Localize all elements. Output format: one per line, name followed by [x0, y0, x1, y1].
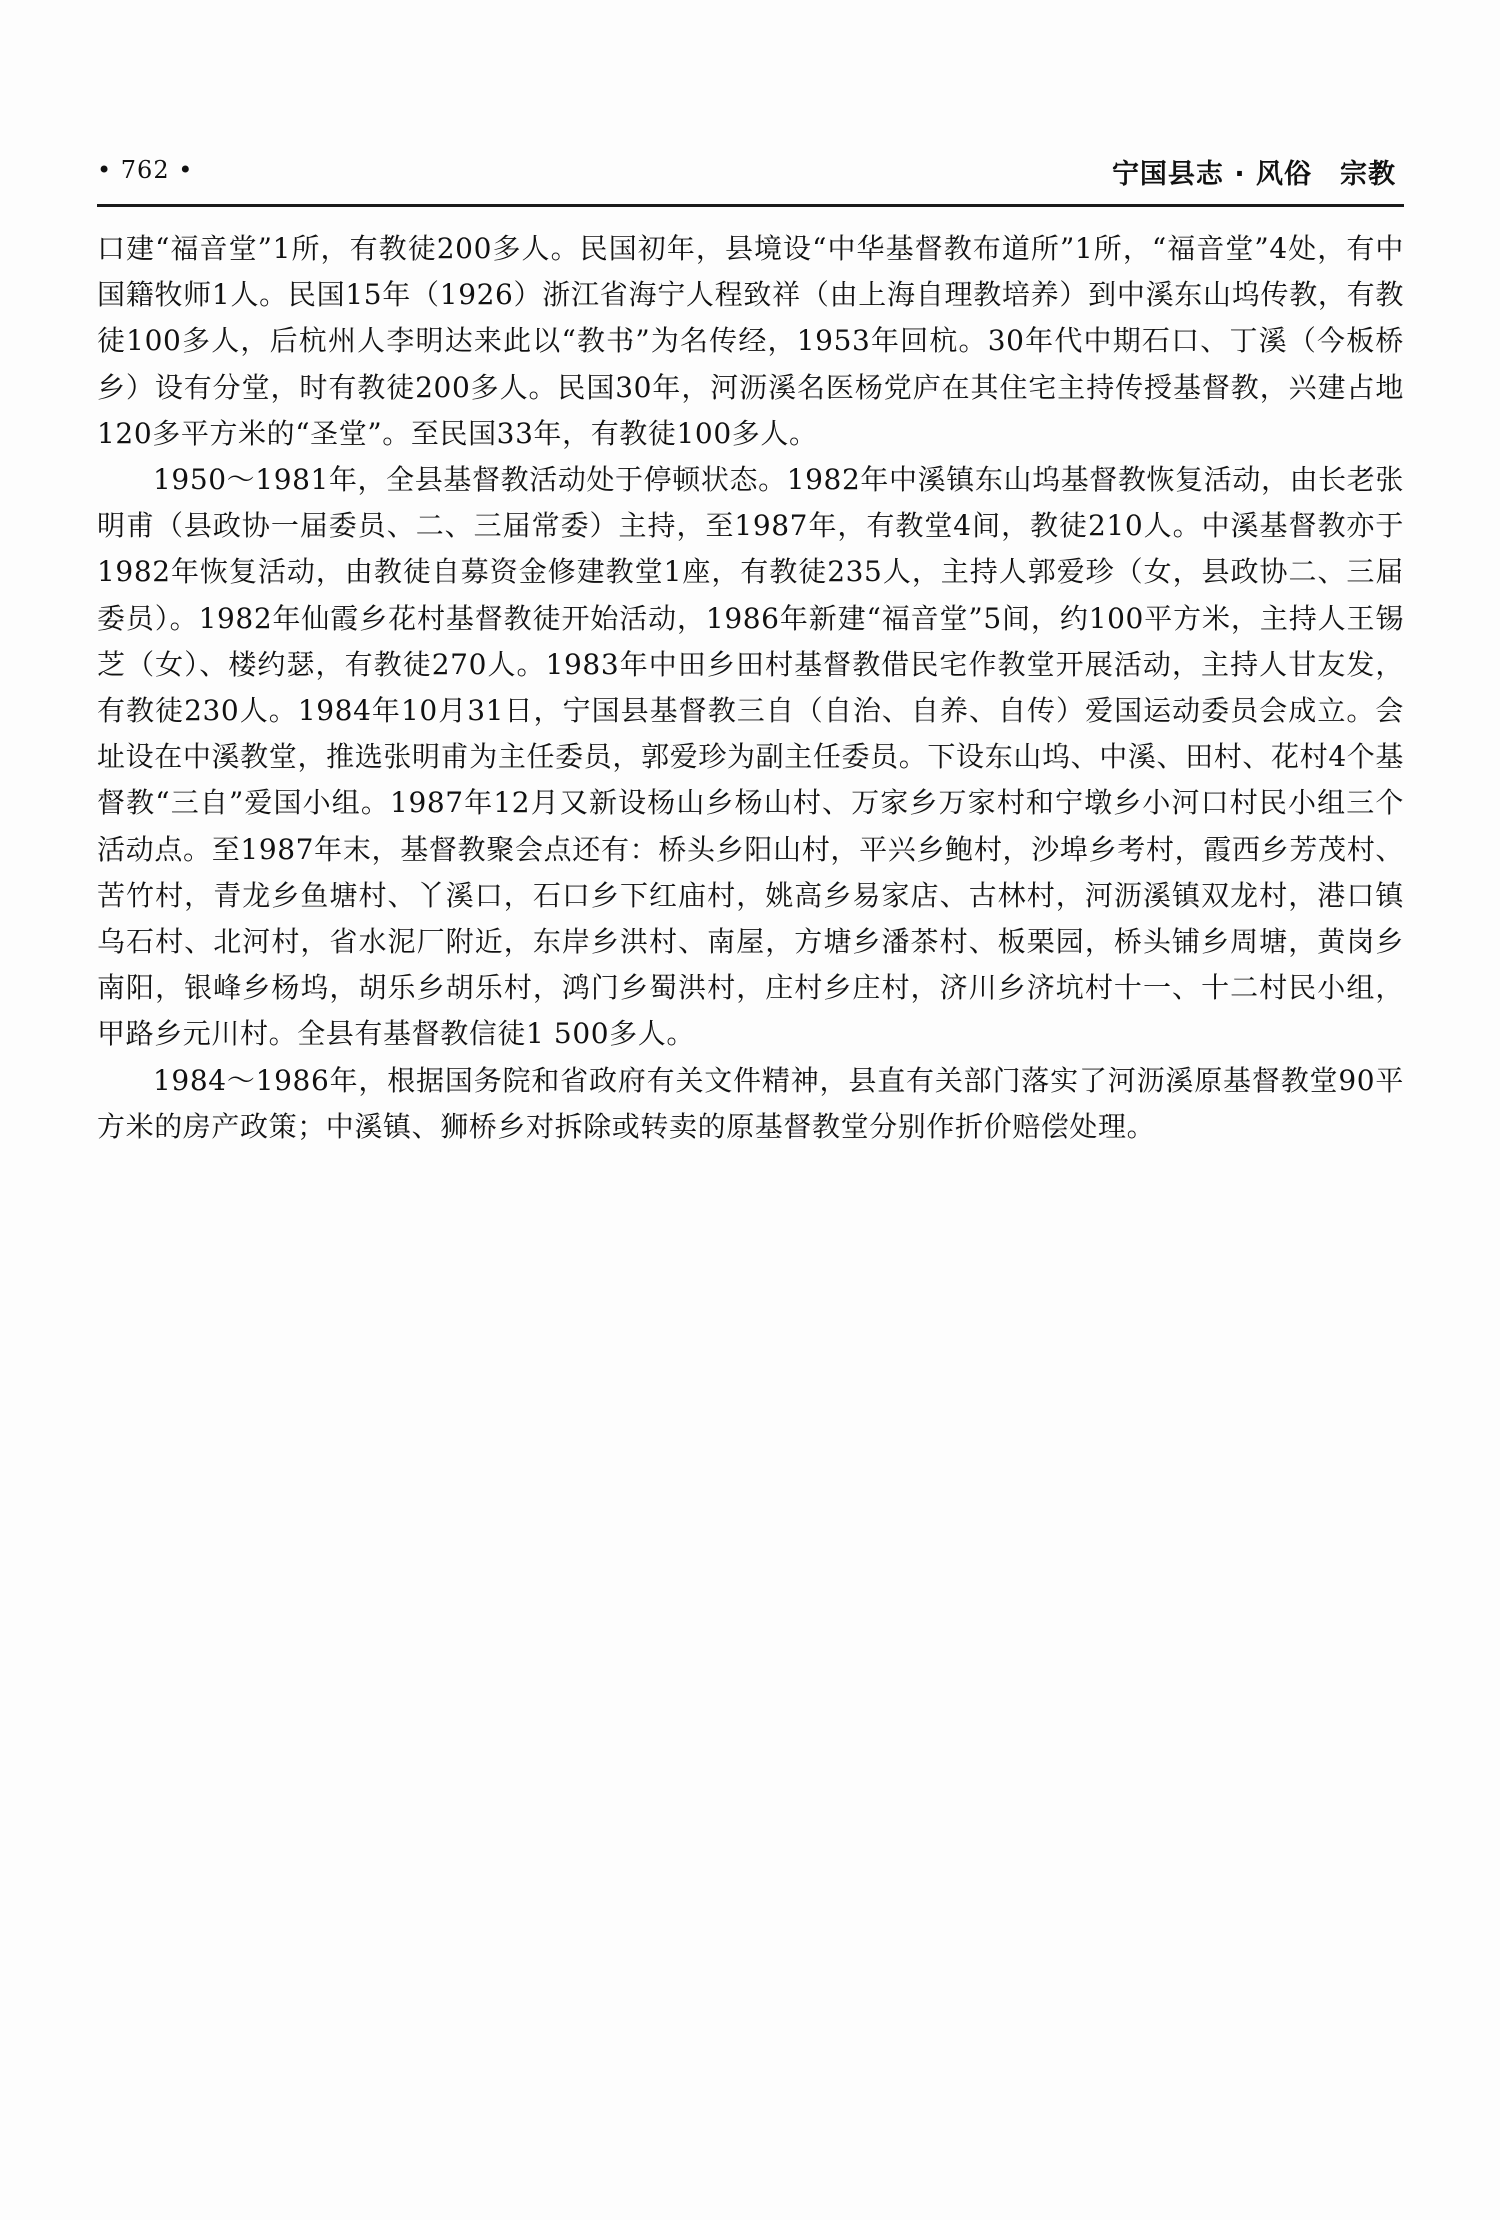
body-text	[97, 226, 1404, 1150]
paragraph-1984-1986: 1984～1986年，根据国务院和省政府有关文件精神，县直有关部门落实了河沥溪原基督教堂90平方米的房产政策；中溪镇、狮桥乡对拆除或转卖的原基督教堂分别作折价赔偿处理。	[97, 1063, 1404, 1143]
page-header	[97, 152, 1404, 207]
running-title: 宁国县志 · 风俗 宗教	[1111, 159, 1396, 190]
paragraph-1950-1987: 1950～1981年，全县基督教活动处于停顿状态。1982年中溪镇东山坞基督教恢复活动，由长老张明甫（县政协一届委员、二、三届常委）主持，至1987年，有教堂4间，教徒210人。中溪基督教亦于1982年恢复活动，由教徒自募资金修建教堂1座，有教徒235人，主持人郭爱珍（女，县政协二、三届委员）。1982年仙霞乡花村基督教徒开始活动，1986年新建“福音堂”5间，约100平方米，主持人王锡芝（女）、楼约瑟，有教徒270人。1983年中田乡田村基督教借民宅作教堂开展活动，主持人甘友发，有教徒230人。1984年10月31日，宁国县基督教三自（自治、自养、自传）爱国运动委员会成立。会址设在中溪教堂，推选张明甫为主任委员，郭爱珍为副主任委员。下设东山坞、中溪、田村、花村4个基督教“三自”爱国小组。1987年12月又新设杨山乡杨山村、万家乡万家村和宁墩乡小河口村民小组三个活动点。至1987年末，基督教聚会点还有：桥头乡阳山村，平兴乡鲍村，沙埠乡考村，霞西乡芳茂村、苦竹村，青龙乡鱼塘村、丫溪口，石口乡下红庙村，姚高乡易家店、古林村，河沥溪镇双龙村，港口镇乌石村、北河村，省水泥厂附近，东岸乡洪村、南屋，方塘乡潘茶村、板栗园，桥头铺乡周塘，黄岗乡南阳，银峰乡杨坞，胡乐乡胡乐村，鸿门乡蜀洪村，庄村乡庄村，济川乡济坑村十一、十二村民小组，甲路乡元川村。全县有基督教信徒1 500多人。	[97, 463, 1404, 1051]
page-number: • 762 •	[97, 156, 194, 184]
paragraph-continuation: 口建“福音堂”1所，有教徒200多人。民国初年，县境设“中华基督教布道所”1所，“福音堂”4处，有中国籍牧师1人。民国15年（1926）浙江省海宁人程致祥（由上海自理教培养）到中溪东山坞传教，有教徒100多人，后杭州人李明达来此以“教书”为名传经，1953年回杭。30年代中期石口、丁溪（今板桥乡）设有分堂，时有教徒200多人。民国30年，河沥溪名医杨党庐在其住宅主持传授基督教，兴建占地120多平方米的“圣堂”。至民国33年，有教徒100多人。	[97, 232, 1404, 450]
